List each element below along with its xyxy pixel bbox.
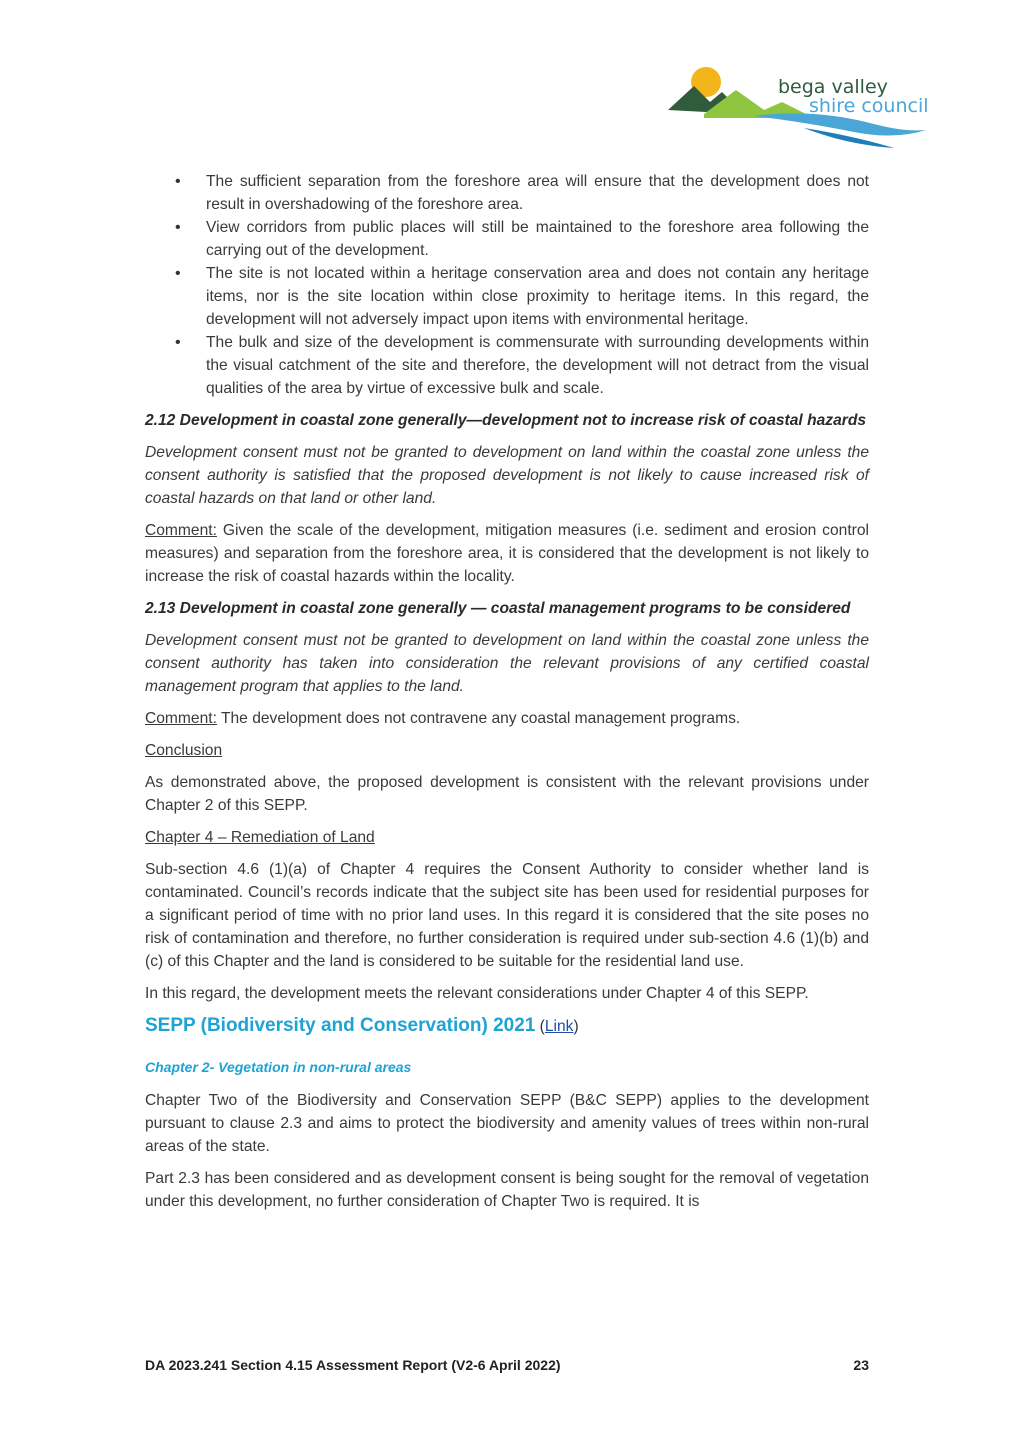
section-2-13-comment [145,707,869,730]
footer-title: DA 2023.241 Section 4.15 Assessment Report (V2-6 April 2022) [145,1357,561,1373]
section-2-12-clause: Development consent must not be granted to development on land within the coastal zone unless the consent authority is satisfied that the proposed development is not likely to cause increased risk of coastal hazards on that land or other land. [145,444,869,507]
sepp-bc-para1: Chapter Two of the Biodiversity and Conservation SEPP (B&C SEPP) applies to the development pursuant to clause 2.3 and aims to protect the biodiversity and amenity values of trees within non-rural areas of the state. [145,1092,869,1155]
page-footer [145,1357,869,1373]
sepp-bc-para2: Part 2.3 has been considered and as development consent is being sought for the removal of vegetation under this development, no further consideration of Chapter Two is required. It is [145,1170,869,1210]
chapter4-label: Chapter 4 – Remediation of Land [145,829,375,846]
section-2-13-heading: 2.13 Development in coastal zone generally — coastal management programs to be considered [145,600,851,617]
section-2-13-clause: Development consent must not be granted to development on land within the coastal zone unless the consent authority has taken into consideration the relevant provisions of any certified coastal management program that applies to the land. [145,632,869,695]
logo-wordmark [776,78,929,116]
list-item: • The site is not located within a heritage conservation area and does not contain any heritage items, nor is the site location within close proximity to heritage items. In this regard, the development will not adversely impact upon items with environmental heritage. [145,262,869,331]
list-item: • The bulk and size of the development is commensurate with surrounding developments within the visual catchment of the site and therefore, the development will not detract from the visual qualities of the area by virtue of excessive bulk and scale. [145,331,869,400]
comment-label: Comment: [145,710,217,727]
list-item: • View corridors from public places will still be maintained to the foreshore area following the carrying out of the development. [145,216,869,262]
conclusion-label: Conclusion [145,742,223,759]
chapter4-text: Sub-section 4.6 (1)(a) of Chapter 4 requires the Consent Authority to consider whether land is contaminated. Council’s records indicate that the subject site has been used for residential purposes for a significant period of time with no prior land uses. In this regard it is considered that the site poses no risk of contamination and therefore, no further consideration is required under sub-section 4.6 (1)(b) and (c) of this Chapter and the land is considered to be suitable for the residential land use. [145,861,869,970]
bullet-list [145,170,869,400]
sepp-bc-heading: SEPP (Biodiversity and Conservation) 2021 (Link) [145,1015,579,1036]
sepp-bc-link[interactable]: Link [544,1018,574,1035]
conclusion-text: As demonstrated above, the proposed development is consistent with the relevant provisions under Chapter 2 of this SEPP. [145,774,869,814]
section-2-12-heading: 2.12 Development in coastal zone generally—development not to increase risk of coastal hazards [145,412,867,429]
section-2-12-comment [145,519,869,588]
chapter2-vegetation-heading: Chapter 2- Vegetation in non-rural areas [145,1059,412,1075]
comment-label: Comment: [145,522,217,539]
comment-text: Given the scale of the development, mitigation measures (i.e. sediment and erosion control measures) and separation from the foreshore area, it is considered that the development is not likely to increase the risk of coastal hazards within the locality. [145,522,869,585]
chapter4-closing: In this regard, the development meets the relevant considerations under Chapter 4 of this SEPP. [145,985,809,1002]
logo-line1: bega valley [778,76,888,98]
page-number: 23 [853,1357,869,1373]
comment-text: The development does not contravene any coastal management programs. [216,710,741,727]
page-content [145,170,869,1222]
list-item: • The sufficient separation from the foreshore area will ensure that the development does not result in overshadowing of the foreshore area. [145,170,869,216]
logo-line2: shire council [809,95,929,117]
